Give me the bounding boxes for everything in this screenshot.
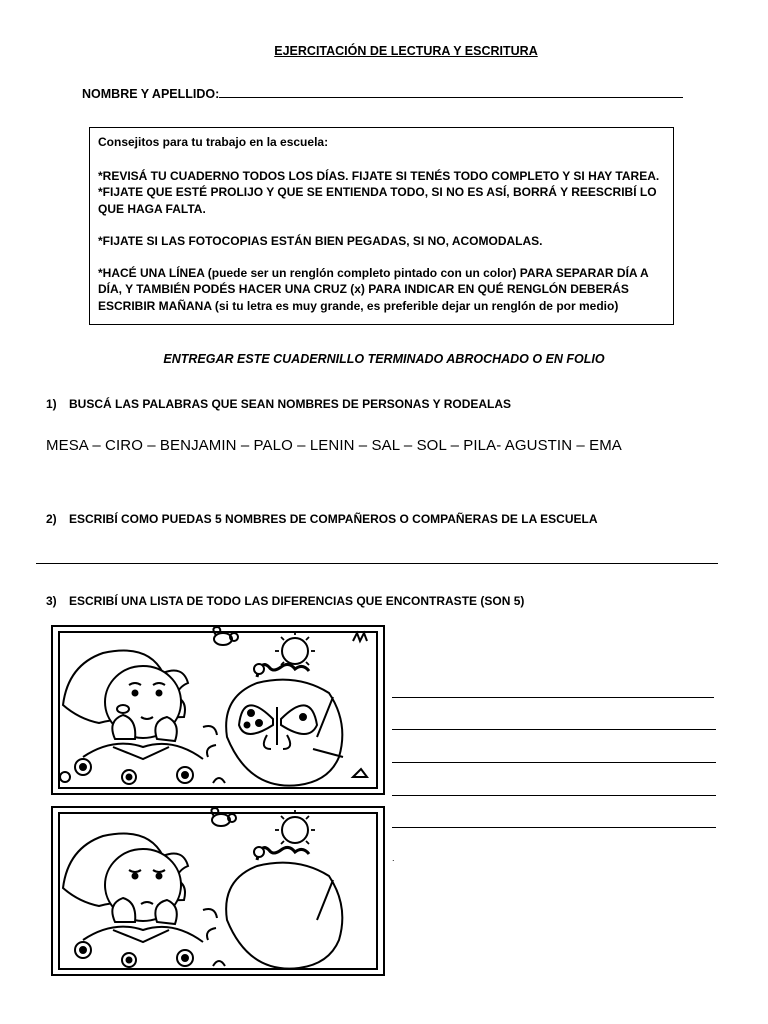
- difference-answer-line-5[interactable]: [392, 827, 716, 828]
- bee-icon: [213, 627, 238, 645]
- question-text: BUSCÁ LAS PALABRAS QUE SEAN NOMBRES DE PERSONAS Y RODEALAS: [69, 397, 512, 411]
- worksheet-title: EJERCITACIÓN DE LECTURA Y ESCRITURA: [274, 44, 538, 58]
- question-2: [46, 512, 598, 526]
- girl-and-rock-illustration: [53, 627, 383, 793]
- tip-review-notebook: *REVISÁ TU CUADERNO TODOS LOS DÍAS. FIJATE SI TENÉS TODO COMPLETO Y SI HAY TAREA.: [98, 168, 660, 183]
- flower-icons: [60, 759, 193, 784]
- girl-and-rock-illustration-copy: [53, 808, 383, 974]
- tips-heading: Consejitos para tu trabajo en la escuela:: [98, 135, 329, 149]
- tips-box: [89, 127, 674, 325]
- difference-picture-top: [51, 625, 385, 795]
- difference-answer-line-3[interactable]: [392, 762, 716, 763]
- question-1: [46, 397, 511, 411]
- name-label: NOMBRE Y APELLIDO:: [82, 87, 220, 101]
- answer-line-names[interactable]: [36, 563, 718, 564]
- question-number: 3): [46, 594, 57, 608]
- question-text: ESCRIBÍ COMO PUEDAS 5 NOMBRES DE COMPAÑEROS O COMPAÑERAS DE LA ESCUELA: [69, 512, 598, 526]
- tip-neatness: *FIJATE QUE ESTÉ PROLIJO Y QUE SE ENTIENDA TODO, SI NO ES ASÍ, BORRÁ Y REESCRIBÍ LO QUE HAGA FALTA.: [98, 185, 657, 216]
- stray-mark: .: [392, 853, 395, 863]
- question-3: [46, 594, 524, 608]
- rock-icon: [226, 863, 342, 969]
- sun-icon: [282, 638, 308, 664]
- bee-icon: [211, 808, 236, 826]
- difference-answer-line-2[interactable]: [392, 729, 716, 730]
- delivery-instruction: ENTREGAR ESTE CUADERNILLO TERMINADO ABROCHADO O EN FOLIO: [163, 352, 605, 366]
- sun-icon: [282, 817, 308, 843]
- difference-answer-line-1[interactable]: [392, 697, 714, 698]
- question-text: ESCRIBÍ UNA LISTA DE TODO LAS DIFERENCIAS QUE ENCONTRASTE (SON 5): [69, 594, 525, 608]
- question-number: 2): [46, 512, 57, 526]
- name-write-line[interactable]: [219, 86, 683, 98]
- question-number: 1): [46, 397, 57, 411]
- difference-picture-bottom: [51, 806, 385, 976]
- flower-icons: [75, 942, 193, 967]
- name-field-row: [82, 86, 683, 101]
- difference-answer-line-4[interactable]: [392, 795, 716, 796]
- tip-day-separator: *HACÉ UNA LÍNEA (puede ser un renglón completo pintado con un color) PARA SEPARAR DÍA A DÍA, Y TAMBIÉN PODÉS HACER UNA CRUZ (x) PARA INDICAR EN QUÉ RENGLÓN DEBERÁS ESCRIBIR MAÑANA (si tu letra es muy grande, es preferible dejar un renglón de por medio): [98, 265, 649, 313]
- word-list: MESA – CIRO – BENJAMIN – PALO – LENIN – SAL – SOL – PILA- AGUSTIN – EMA: [46, 437, 622, 454]
- tip-photocopies: *FIJATE SI LAS FOTOCOPIAS ESTÁN BIEN PEGADAS, SI NO, ACOMODALAS.: [98, 234, 543, 248]
